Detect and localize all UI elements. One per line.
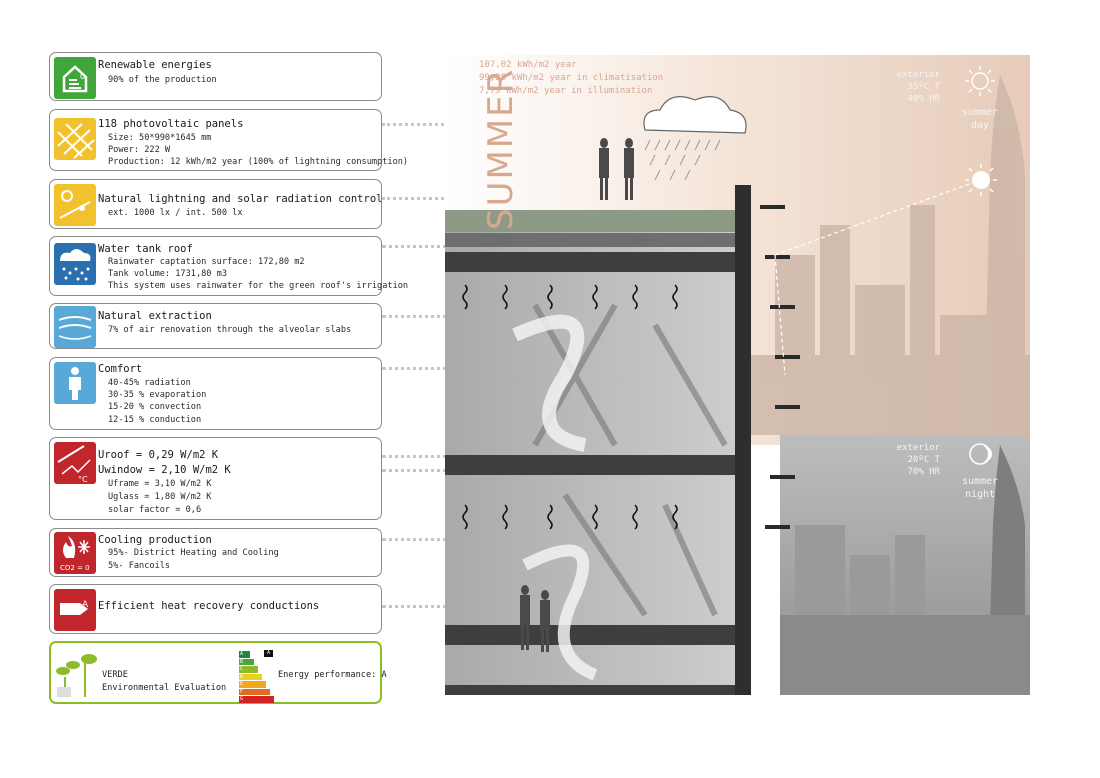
house-leaf-icon: [54, 57, 96, 99]
caption-line: summer: [961, 107, 999, 118]
summer-label: SUMMER: [481, 67, 521, 230]
plant-icon: [55, 647, 101, 699]
card-title: Comfort: [98, 363, 143, 375]
night-line: 70% HR: [907, 467, 940, 477]
night-line: exterior: [896, 443, 940, 453]
arrow-a-icon: [54, 589, 96, 631]
card-line: solar factor = 0,6: [108, 505, 202, 515]
card-title: Natural lightning and solar radiation control: [98, 193, 383, 205]
card-renewable: [49, 52, 382, 101]
card-title-2: Uwindow = 2,10 W/m2 K: [98, 464, 231, 476]
card-lightning: [49, 179, 382, 229]
energy-scale: [239, 651, 279, 705]
rain-cloud-icon: [54, 243, 96, 285]
card-line: Tank volume: 1731,80 m3: [108, 269, 227, 279]
card-title: Renewable energies: [98, 59, 212, 71]
card-extraction: [49, 303, 382, 349]
flame-snowflake-icon: [54, 532, 96, 574]
energy-band-f: F: [239, 689, 270, 696]
day-caption: [950, 106, 1010, 132]
card-title: Uroof = 0,29 W/m2 K: [98, 449, 219, 461]
card-title: Natural extraction: [98, 310, 212, 322]
card-line: 7% of air renovation through the alveolar slabs: [108, 325, 352, 335]
card-title: 118 photovoltaic panels: [98, 118, 244, 130]
card-line: 90% of the production: [108, 75, 217, 85]
day-exterior: [890, 69, 940, 105]
card-photovoltaic: [49, 109, 409, 171]
energy-band-e: E: [239, 681, 266, 688]
caption-line: day: [970, 120, 990, 131]
caption-line: night: [964, 489, 996, 500]
night-exterior: [890, 442, 940, 478]
card-line: Production: 12 kWh/m2 year (100% of lightning consumption): [108, 157, 409, 167]
card-line: 15-20 % convection: [108, 402, 202, 412]
card-line: Power: 222 W: [108, 145, 171, 155]
wall-temperature-icon: [54, 442, 96, 484]
card-line: This system uses rainwater for the green roof's irrigation: [108, 281, 409, 291]
card-line: 40-45% radiation: [108, 378, 191, 388]
card-cooling: [49, 528, 382, 577]
day-line: 40% HR: [907, 94, 940, 104]
summer-stat: 107,02 kWh/m2 year: [479, 60, 577, 70]
celsius-label: °C: [78, 475, 88, 484]
verde-label: VERDE: [102, 670, 128, 680]
co2-label: CO2 = 0: [60, 564, 90, 572]
card-title: Cooling production: [98, 534, 212, 546]
card-title: Efficient heat recovery conductions: [98, 600, 320, 612]
leaf-digit: 0: [80, 72, 86, 81]
sun-filled-icon: [963, 162, 999, 198]
moon-icon: [967, 441, 993, 467]
card-comfort: [49, 357, 382, 430]
energy-band-c: C: [239, 666, 258, 673]
energy-performance-label: Energy performance: A: [278, 670, 387, 680]
day-line: exterior: [896, 70, 940, 80]
energy-band-b: B: [239, 659, 254, 666]
solar-panel-icon: [54, 118, 96, 160]
card-line: 5%- Fancoils: [108, 561, 171, 571]
night-caption: [950, 475, 1010, 501]
energy-band-g: G: [239, 696, 274, 703]
sun-louver-icon: [54, 184, 96, 226]
card-verde: [49, 641, 387, 704]
building-section-illustration: [445, 55, 1030, 695]
night-line: 20ºC T: [907, 455, 940, 465]
card-heat: [49, 584, 382, 634]
card-line: Rainwater captation surface: 172,80 m2: [108, 257, 305, 267]
card-title: Water tank roof: [98, 243, 193, 255]
caption-line: summer: [961, 476, 999, 487]
person-icon: [54, 362, 96, 404]
verde-sub-label: Environmental Evaluation: [102, 683, 227, 693]
day-line: 35ºC T: [907, 82, 940, 92]
card-line: 30-35 % evaporation: [108, 390, 207, 400]
card-line: Uglass = 1,80 W/m2 K: [108, 492, 212, 502]
card-line: Uframe = 3,10 W/m2 K: [108, 479, 212, 489]
heat-a-label: A: [82, 600, 89, 610]
card-line: Size: 50*990*1645 mm: [108, 133, 212, 143]
card-insulation: [49, 437, 382, 520]
card-water: [49, 236, 409, 296]
energy-band-a: A: [239, 651, 250, 658]
sun-icon: [963, 64, 997, 98]
card-line: 12-15 % conduction: [108, 415, 202, 425]
summer-stat: 7,79 kWh/m2 year in illumination: [479, 86, 653, 96]
card-line: 95%- District Heating and Cooling: [108, 548, 279, 558]
card-line: ext. 1000 lx / int. 500 lx: [108, 208, 243, 218]
air-flow-icon: [54, 306, 96, 348]
energy-band-d: D: [239, 674, 262, 681]
summer-stat: 99,28 kWh/m2 year in climatisation: [479, 73, 664, 83]
energy-marker: A: [264, 650, 273, 657]
